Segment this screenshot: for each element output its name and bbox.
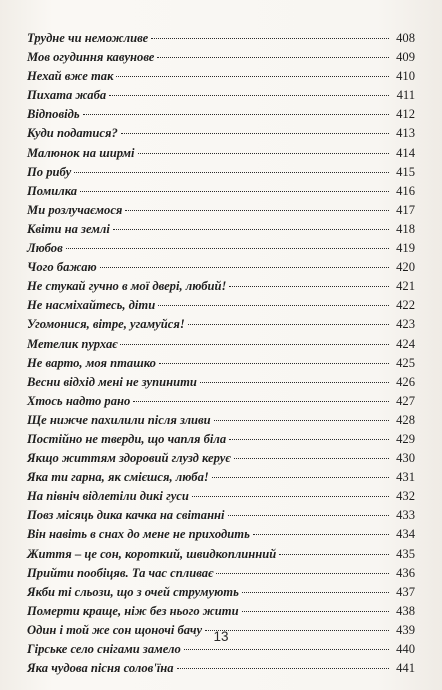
table-of-contents (27, 29, 415, 678)
dot-leader (133, 401, 389, 402)
toc-entry (27, 525, 415, 544)
dot-leader (192, 496, 389, 497)
dot-leader (229, 439, 389, 440)
toc-entry (27, 392, 415, 411)
toc-entry (27, 449, 415, 468)
dot-leader (229, 286, 389, 287)
toc-entry-page: 434 (396, 527, 415, 542)
dot-leader (138, 153, 389, 154)
toc-entry-page: 426 (396, 374, 415, 389)
toc-entry-page: 440 (396, 642, 415, 656)
toc-entry (27, 583, 415, 602)
dot-leader (159, 363, 389, 364)
toc-entry-title: Куди податися? (27, 126, 118, 141)
toc-entry (27, 86, 415, 105)
toc-entry-page: 429 (396, 431, 415, 446)
toc-entry (27, 124, 415, 143)
toc-entry-page: 435 (396, 546, 415, 561)
toc-entry-page: 420 (396, 260, 415, 275)
toc-entry-page: 411 (396, 88, 415, 103)
toc-entry-title: Не насміхайтесь, діти (27, 298, 156, 313)
toc-entry-page: 417 (396, 202, 415, 217)
toc-entry-title: Не стукай гучно в мої двері, любий! (27, 279, 227, 294)
toc-entry (27, 239, 415, 258)
toc-entry-title: Померти краще, ніж без нього жити (27, 603, 239, 618)
toc-entry-title: Яка ти гарна, як смієшся, люба! (27, 470, 209, 485)
toc-entry-page: 431 (396, 470, 415, 485)
toc-entry-page: 414 (396, 145, 415, 160)
toc-entry (27, 602, 415, 621)
toc-entry-page: 439 (396, 622, 415, 637)
toc-entry-page: 441 (396, 661, 415, 676)
toc-entry-title: На північ відлетіли дикі гуси (27, 489, 189, 504)
toc-entry (27, 296, 415, 315)
toc-entry-title: Ще нижче пахилили після зливи (27, 412, 211, 427)
toc-entry-page: 425 (396, 355, 415, 370)
toc-entry-title: Ми розлучаємося (27, 202, 123, 217)
dot-leader (100, 267, 389, 268)
dot-leader (200, 382, 389, 383)
toc-entry-title: По рибу (27, 164, 72, 179)
toc-entry-page: 424 (396, 336, 415, 351)
toc-entry (27, 373, 415, 392)
toc-entry-title: Нехай вже так (27, 69, 114, 84)
toc-entry-page: 423 (396, 317, 415, 332)
toc-entry-title: Якби ті сльози, що з очей струмують (27, 584, 239, 599)
toc-entry (27, 315, 415, 334)
dot-leader (121, 133, 389, 134)
toc-entry-page: 421 (396, 279, 415, 294)
toc-entry-title: Пихата жаба (27, 88, 107, 103)
toc-entry-title: Повз місяць дика качка на світанні (27, 508, 225, 523)
toc-entry-title: Метелик пурхає (27, 336, 118, 351)
toc-entry-page: 415 (396, 164, 415, 179)
toc-entry-page: 428 (396, 412, 415, 427)
toc-entry-title: Помилка (27, 183, 78, 198)
dot-leader (116, 76, 389, 77)
toc-entry-title: Прийти пообіцяв. Та час спливає (27, 565, 214, 580)
dot-leader (177, 668, 389, 669)
toc-entry-page: 412 (396, 107, 415, 122)
toc-entry-title: Малюнок на ширмі (27, 145, 135, 160)
toc-entry-title: Любов (27, 241, 63, 256)
toc-entry-page: 416 (396, 183, 415, 198)
dot-leader (228, 515, 389, 516)
toc-entry-page: 437 (396, 584, 415, 599)
toc-entry-title: Якщо життям здоровий глузд керує (27, 451, 231, 466)
dot-leader (158, 305, 389, 306)
dot-leader (157, 57, 389, 58)
toc-entry-page: 418 (396, 221, 415, 236)
toc-entry (27, 354, 415, 373)
toc-entry (27, 48, 415, 67)
toc-entry (27, 277, 415, 296)
toc-entry-title: Хтось надто рано (27, 393, 131, 408)
toc-entry-page: 409 (396, 50, 415, 65)
toc-entry-title: Весни відхід мені не зупинити (27, 374, 197, 389)
toc-entry-page: 438 (396, 603, 415, 618)
toc-entry (27, 468, 415, 487)
toc-entry (27, 487, 415, 506)
dot-leader (113, 229, 389, 230)
toc-entry-title: Один і той же сон щоночі бачу (27, 622, 203, 637)
dot-leader (242, 592, 389, 593)
toc-entry-page: 408 (396, 31, 415, 45)
toc-entry-title: Угомонися, вітре, угамуйся! (27, 317, 185, 332)
dot-leader (234, 458, 389, 459)
toc-entry (27, 201, 415, 220)
toc-entry-page: 419 (396, 241, 415, 256)
toc-entry (27, 67, 415, 86)
toc-entry (27, 258, 415, 277)
toc-entry (27, 545, 415, 564)
dot-leader (188, 324, 389, 325)
toc-entry-title: Відповідь (27, 107, 80, 122)
toc-entry-title: Яка чудова пісня солов'їна (27, 661, 174, 676)
dot-leader (279, 554, 389, 555)
toc-entry-page: 413 (396, 126, 415, 141)
toc-entry-title: Чого бажаю (27, 260, 97, 275)
toc-entry (27, 506, 415, 525)
dot-leader (253, 534, 389, 535)
toc-entry (27, 335, 415, 354)
dot-leader (216, 573, 389, 574)
dot-leader (66, 248, 389, 249)
toc-entry (27, 163, 415, 182)
toc-entry-page: 432 (396, 489, 415, 504)
toc-entry-page: 430 (396, 451, 415, 466)
toc-entry-title: Трудне чи неможливе (27, 31, 149, 45)
toc-entry-title: Він навіть в снах до мене не приходить (27, 527, 250, 542)
toc-entry (27, 182, 415, 201)
toc-entry (27, 430, 415, 449)
toc-entry-title: Постійно не тверди, що чапля біла (27, 431, 227, 446)
page-number: 13 (213, 629, 229, 644)
toc-entry-page: 436 (396, 565, 415, 580)
toc-entry (27, 220, 415, 239)
toc-entry-page: 422 (396, 298, 415, 313)
dot-leader (83, 114, 389, 115)
dot-leader (80, 191, 389, 192)
dot-leader (151, 38, 389, 39)
toc-entry-title: Мов огудиння кавунове (27, 50, 155, 65)
dot-leader (184, 649, 389, 650)
toc-entry (27, 564, 415, 583)
dot-leader (120, 344, 389, 345)
toc-entry (27, 29, 415, 48)
toc-entry (27, 144, 415, 163)
dot-leader (74, 172, 389, 173)
toc-entry-title: Квіти на землі (27, 221, 110, 236)
toc-entry (27, 659, 415, 678)
toc-entry-page: 427 (396, 393, 415, 408)
dot-leader (212, 477, 389, 478)
dot-leader (214, 420, 389, 421)
toc-entry (27, 105, 415, 124)
toc-entry-page: 410 (396, 69, 415, 84)
dot-leader (109, 95, 389, 96)
dot-leader (125, 210, 389, 211)
toc-entry-title: Гірське село снігами замело (27, 642, 181, 656)
toc-entry-title: Життя – це сон, короткий, швидкоплинний (27, 546, 277, 561)
dot-leader (242, 611, 389, 612)
toc-entry-title: Не варто, моя пташко (27, 355, 156, 370)
toc-entry (27, 411, 415, 430)
toc-entry-page: 433 (396, 508, 415, 523)
